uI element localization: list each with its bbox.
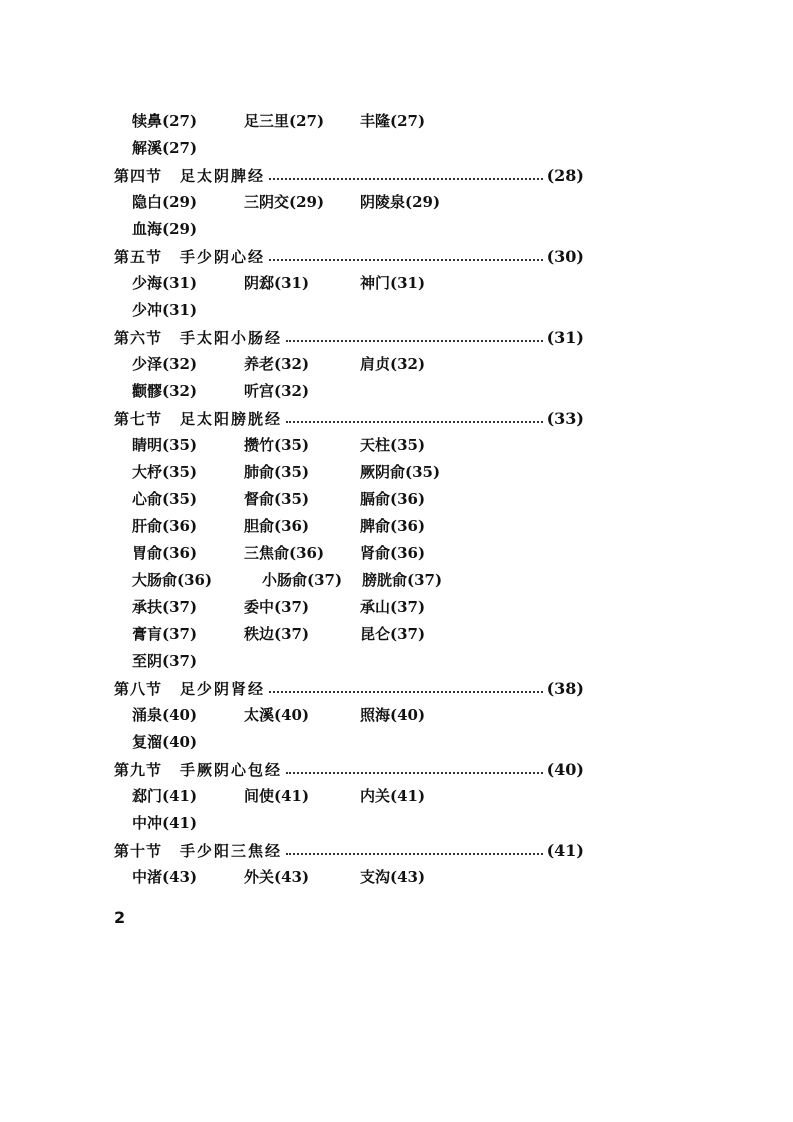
section-title: 足少阴肾经 [180,680,266,698]
section-label: 第六节 [114,329,163,347]
point-entry: 中渚(43) [132,868,198,886]
section-heading [114,405,584,432]
point-row [114,702,584,729]
point-entry: 天柱(35) [360,436,426,454]
point-row [114,216,584,243]
section-heading [114,162,584,189]
point-entry: 听宫(32) [244,382,310,400]
point-entry: 睛明(35) [132,436,198,454]
point-row [114,621,584,648]
section-label: 第十节 [114,842,163,860]
section-heading [114,324,584,351]
point-entry: 肺俞(35) [244,463,310,481]
point-row [114,486,584,513]
point-entry: 阴郄(31) [244,274,310,292]
dot-leader [286,852,543,855]
point-entry: 大杼(35) [132,463,198,481]
point-entry: 颧髎(32) [132,382,198,400]
point-entry: 膈俞(36) [360,490,426,508]
section-page: (38) [546,679,584,698]
point-entry: 厥阴俞(35) [360,463,441,481]
point-row [114,567,584,594]
point-entry: 秩边(37) [244,625,310,643]
section-page: (28) [546,166,584,185]
point-entry: 督俞(35) [244,490,310,508]
table-of-contents [114,108,584,891]
point-entry: 承扶(37) [132,598,198,616]
point-entry: 大肠俞(36) [132,571,213,589]
point-entry: 心俞(35) [132,490,198,508]
dot-leader [286,771,543,774]
point-entry: 至阴(37) [132,652,198,670]
point-row [114,540,584,567]
dot-leader [286,339,543,342]
point-entry: 委中(37) [244,598,310,616]
section-label: 第五节 [114,248,163,266]
point-row [114,108,584,135]
point-entry: 太溪(40) [244,706,310,724]
dot-leader [286,420,543,423]
dot-leader [269,258,543,261]
point-row [114,810,584,837]
point-entry: 中冲(41) [132,814,198,832]
point-row [114,594,584,621]
section-page: (31) [546,328,584,347]
point-entry: 胃俞(36) [132,544,198,562]
section-label: 第七节 [114,410,163,428]
section-page: (40) [546,760,584,779]
point-entry: 血海(29) [132,220,198,238]
point-entry: 膀胱俞(37) [362,571,443,589]
point-entry: 胆俞(36) [244,517,310,535]
point-row [114,135,584,162]
section-page: (30) [546,247,584,266]
point-row [114,729,584,756]
section-page: (41) [546,841,584,860]
point-row [114,270,584,297]
point-entry: 隐白(29) [132,193,198,211]
point-row [114,864,584,891]
section-heading [114,756,584,783]
point-entry: 足三里(27) [244,112,325,130]
point-row [114,189,584,216]
point-entry: 三焦俞(36) [244,544,325,562]
point-entry: 犊鼻(27) [132,112,198,130]
point-entry: 涌泉(40) [132,706,198,724]
point-row [114,783,584,810]
point-entry: 三阴交(29) [244,193,325,211]
section-title: 手少阳三焦经 [180,842,283,860]
section-title: 足太阴脾经 [180,167,266,185]
section-label: 第八节 [114,680,163,698]
section-heading [114,837,584,864]
point-entry: 内关(41) [360,787,426,805]
point-row [114,459,584,486]
section-heading [114,243,584,270]
point-entry: 丰隆(27) [360,112,426,130]
dot-leader [269,690,543,693]
point-entry: 解溪(27) [132,139,198,157]
section-page: (33) [546,409,584,428]
point-row [114,378,584,405]
point-entry: 少冲(31) [132,301,198,319]
section-label: 第九节 [114,761,163,779]
point-entry: 阴陵泉(29) [360,193,441,211]
point-entry: 养老(32) [244,355,310,373]
point-entry: 攒竹(35) [244,436,310,454]
page-number: 2 [114,908,126,927]
point-row [114,297,584,324]
dot-leader [269,177,543,180]
point-row [114,432,584,459]
point-entry: 小肠俞(37) [262,571,343,589]
point-entry: 间使(41) [244,787,310,805]
point-entry: 少泽(32) [132,355,198,373]
point-row [114,351,584,378]
section-title: 手厥阴心包经 [180,761,283,779]
point-entry: 膏肓(37) [132,625,198,643]
point-entry: 承山(37) [360,598,426,616]
point-entry: 肝俞(36) [132,517,198,535]
point-entry: 肾俞(36) [360,544,426,562]
section-title: 手太阳小肠经 [180,329,283,347]
point-entry: 肩贞(32) [360,355,426,373]
point-entry: 外关(43) [244,868,310,886]
point-entry: 神门(31) [360,274,426,292]
point-entry: 照海(40) [360,706,426,724]
point-row [114,513,584,540]
point-entry: 郄门(41) [132,787,198,805]
section-title: 手少阴心经 [180,248,266,266]
section-heading [114,675,584,702]
point-entry: 支沟(43) [360,868,426,886]
point-entry: 脾俞(36) [360,517,426,535]
section-title: 足太阳膀胱经 [180,410,283,428]
point-row [114,648,584,675]
point-entry: 少海(31) [132,274,198,292]
point-entry: 昆仑(37) [360,625,426,643]
point-entry: 复溜(40) [132,733,198,751]
section-label: 第四节 [114,167,163,185]
